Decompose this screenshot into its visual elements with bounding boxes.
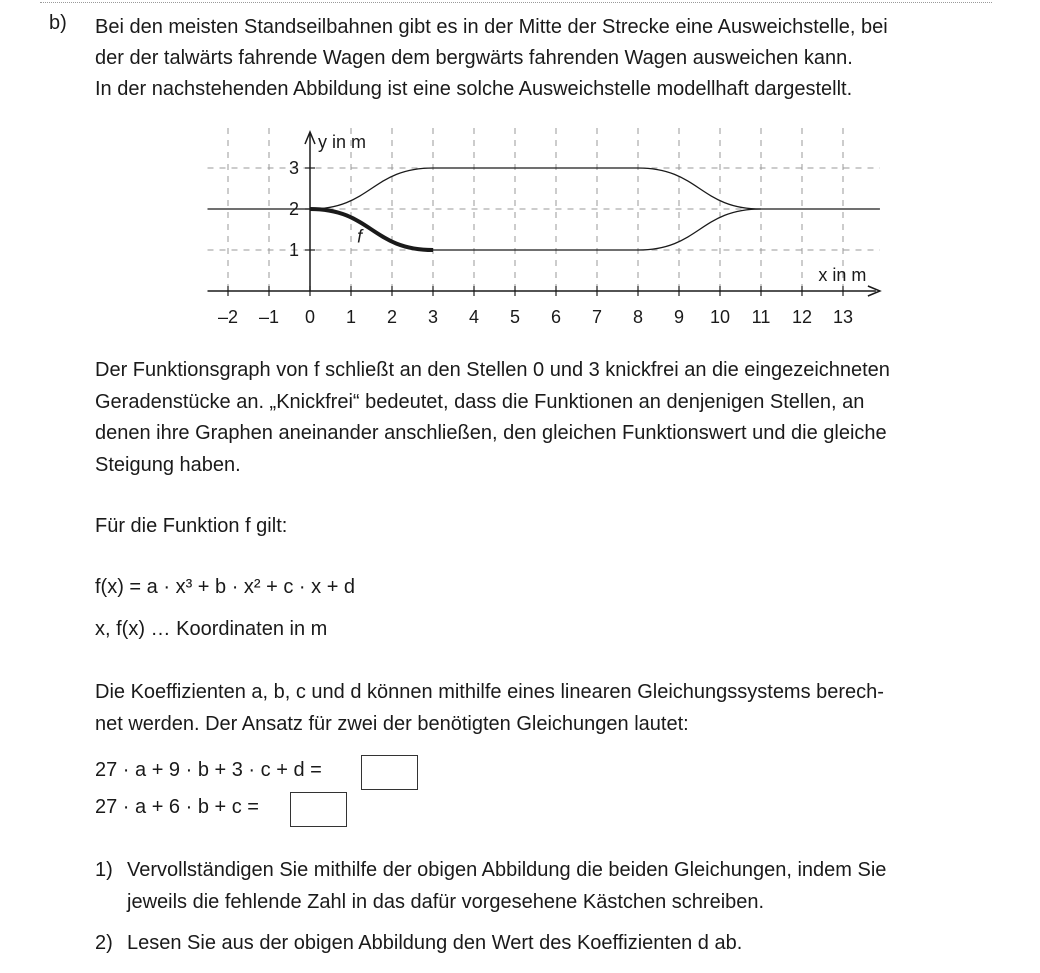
- task-2: [95, 928, 995, 960]
- coordinates-note: x, f(x) … Koordinaten in m: [95, 618, 328, 640]
- x-tick-label: 6: [550, 307, 562, 327]
- y-tick-label: 2: [288, 199, 299, 219]
- curve-f: [310, 209, 433, 250]
- task-text: Lesen Sie aus der obigen Abbildung den Wert des Koeffizienten d ab.: [127, 932, 743, 954]
- y-axis-label: y in m: [318, 132, 367, 152]
- x-tick-label: 13: [832, 307, 854, 327]
- x-tick-label: –1: [258, 307, 280, 327]
- x-tick-label: 11: [751, 307, 771, 327]
- paragraph-line: Die Koeffizienten a, b, c und d können mithilfe eines linearen Gleichungssystems berech-: [95, 681, 884, 703]
- task-1: [95, 855, 995, 919]
- y-tick-label: 1: [288, 240, 299, 260]
- paragraph-line: Der Funktionsgraph von f schließt an den Stellen 0 und 3 knickfrei an die eingezeichneten: [95, 359, 890, 381]
- task-line: Vervollständigen Sie mithilfe der obigen Abbildung die beiden Gleichungen, indem Sie: [127, 859, 887, 881]
- task-label: b): [49, 12, 67, 34]
- x-tick-label: 3: [427, 307, 439, 327]
- equation-1: 27 · a + 9 · b + 3 · c + d =: [95, 759, 322, 781]
- x-tick-label: 5: [509, 307, 521, 327]
- paragraph-line: Steigung haben.: [95, 453, 241, 476]
- paragraph-coefficients: [95, 677, 995, 740]
- x-tick-label: 9: [673, 307, 685, 327]
- x-tick-label: 12: [791, 307, 813, 327]
- paragraph-line: Geradenstücke an. „Knickfrei“ bedeutet, dass die Funktionen an denjenigen Stellen, an: [95, 390, 865, 413]
- x-tick-label: 8: [632, 307, 644, 327]
- x-tick-label: 7: [591, 307, 603, 327]
- x-tick-label: 2: [386, 307, 398, 327]
- function-formula: f(x) = a · x³ + b · x² + c · x + d: [95, 576, 356, 598]
- task-number: 1): [95, 859, 113, 881]
- paragraph-line: net werden. Der Ansatz für zwei der benötigten Gleichungen lautet:: [95, 712, 689, 735]
- x-axis-label: x in m: [818, 265, 867, 285]
- equation-2: 27 · a + 6 · b + c =: [95, 796, 259, 818]
- track-line: [310, 168, 433, 209]
- paragraph-line: denen ihre Graphen aneinander anschließen, den gleichen Funktionswert und die gleiche: [95, 422, 887, 444]
- function-intro: Für die Funktion f gilt:: [95, 515, 288, 537]
- task-line: jeweils die fehlende Zahl in das dafür vorgesehene Kästchen schreiben.: [127, 890, 765, 913]
- track-line: [638, 168, 761, 209]
- answer-box-1[interactable]: [361, 755, 418, 790]
- intro-line: In der nachstehenden Abbildung ist eine solche Ausweichstelle modellhaft dargestellt.: [95, 78, 853, 100]
- intro-line: der der talwärts fahrende Wagen dem bergwärts fahrenden Wagen ausweichen kann.: [95, 47, 853, 69]
- passing-loop-figure: [190, 118, 890, 333]
- top-dotted-rule: [40, 2, 992, 3]
- task-text: [127, 855, 886, 918]
- y-tick-label: 3: [288, 158, 299, 178]
- task-number: 2): [95, 932, 113, 954]
- track-line: [638, 209, 761, 250]
- x-tick-label: –2: [217, 307, 239, 327]
- x-tick-label: 10: [709, 307, 731, 327]
- curve-label-f: f: [357, 226, 363, 247]
- x-tick-label: 0: [304, 307, 316, 327]
- x-tick-label: 4: [468, 307, 480, 327]
- intro-paragraph: [95, 12, 995, 105]
- x-tick-label: 1: [345, 307, 357, 327]
- paragraph-knickfrei: [95, 355, 995, 481]
- answer-box-2[interactable]: [290, 792, 347, 827]
- intro-line: Bei den meisten Standseilbahnen gibt es in der Mitte der Strecke eine Ausweichstelle, bei: [95, 16, 888, 38]
